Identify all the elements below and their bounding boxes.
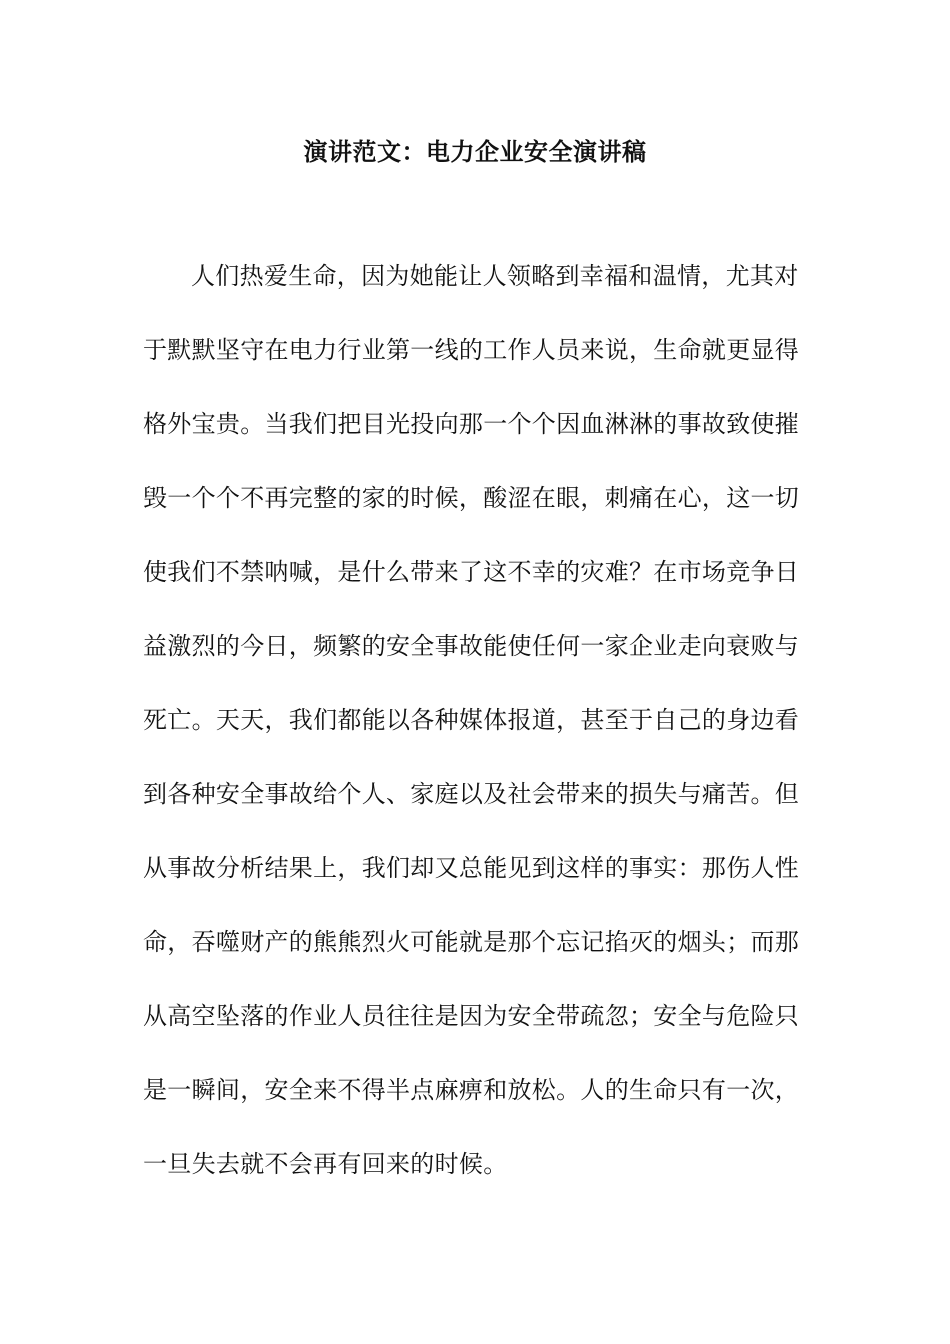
- paragraph-line: 格外宝贵。当我们把目光投向那一个个因血淋淋的事故致使摧: [143, 410, 800, 438]
- paragraph-line: 一旦失去就不会再有回来的时候。: [143, 1150, 508, 1178]
- paragraph-line: 从高空坠落的作业人员往往是因为安全带疏忽；安全与危险只: [143, 1002, 800, 1030]
- paragraph-line: 从事故分析结果上，我们却又总能见到这样的事实：那伤人性: [143, 854, 800, 882]
- paragraph-line: 到各种安全事故给个人、家庭以及社会带来的损失与痛苦。但: [143, 780, 800, 808]
- body-paragraph: [143, 256, 808, 1218]
- paragraph-line: 是一瞬间，安全来不得半点麻痹和放松。人的生命只有一次，: [143, 1076, 800, 1104]
- paragraph-line: 使我们不禁呐喊，是什么带来了这不幸的灾难？在市场竞争日: [143, 558, 800, 586]
- paragraph-line: 益激烈的今日，频繁的安全事故能使任何一家企业走向衰败与: [143, 632, 800, 660]
- page-title: 演讲范文：电力企业安全演讲稿: [303, 137, 647, 166]
- paragraph-line: 死亡。天天，我们都能以各种媒体报道，甚至于自己的身边看: [143, 706, 800, 734]
- paragraph-line: 人们热爱生命，因为她能让人领略到幸福和温情，尤其对: [191, 262, 799, 290]
- paragraph-line: 毁一个个不再完整的家的时候，酸涩在眼，刺痛在心，这一切: [143, 484, 800, 512]
- paragraph-line: 于默默坚守在电力行业第一线的工作人员来说，生命就更显得: [143, 336, 800, 364]
- paragraph-line: 命，吞噬财产的熊熊烈火可能就是那个忘记掐灭的烟头；而那: [143, 928, 800, 956]
